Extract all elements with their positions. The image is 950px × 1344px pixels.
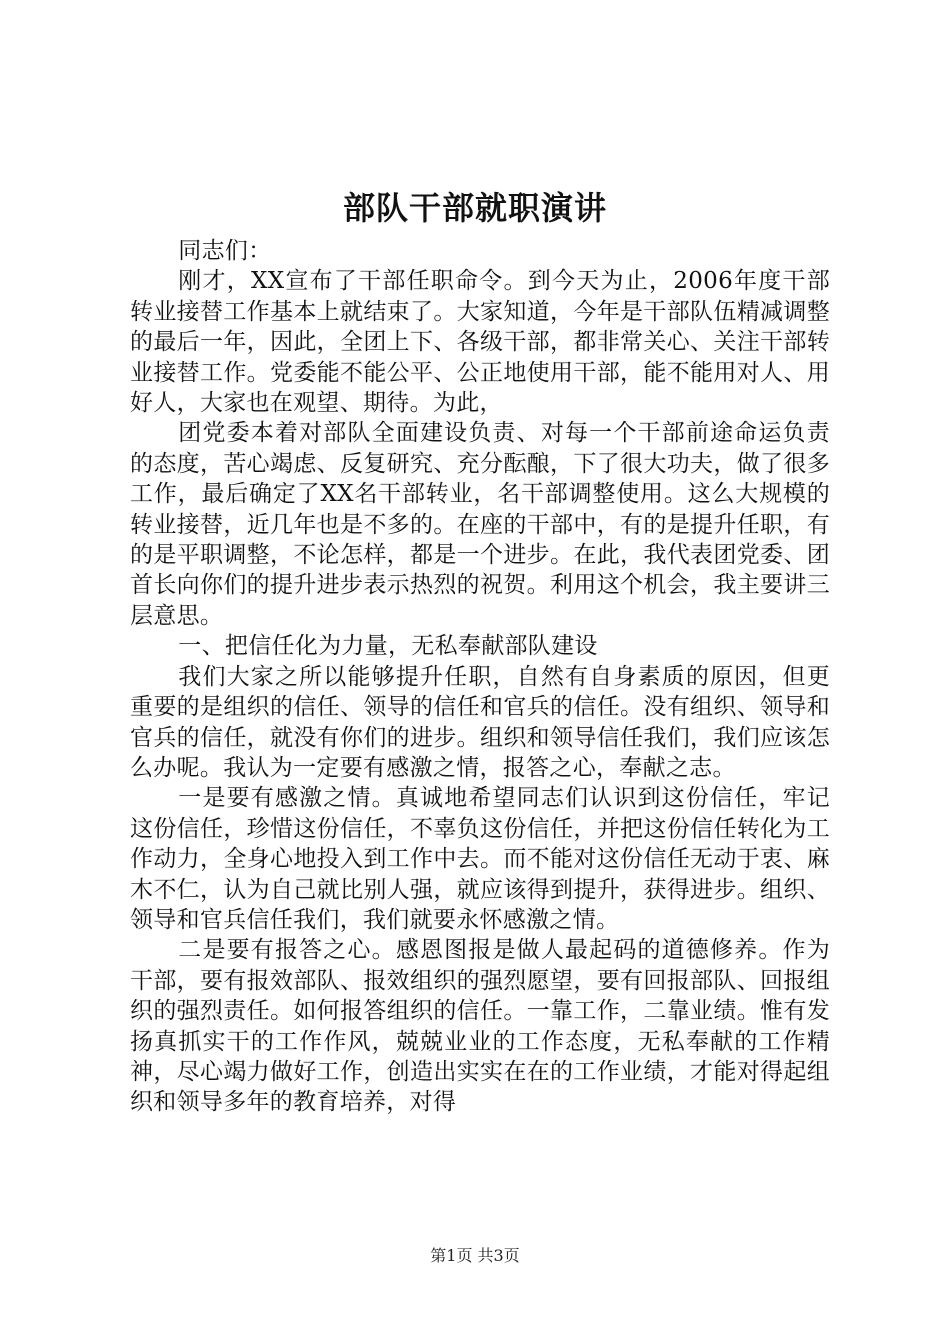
- body-paragraph: 我们大家之所以能够提升任职，自然有自身素质的原因，但更重要的是组织的信任、领导的信任和官兵的信任。没有组织、领导和官兵的信任，就没有你们的进步。组织和领导信任我们，我们应该怎么办呢。我认为一定要有感激之情，报答之心，奉献之志。: [130, 663, 830, 781]
- document-title: 部队干部就职演讲: [342, 189, 607, 227]
- document-body: [130, 236, 830, 1118]
- salutation-paragraph: 同志们：: [178, 238, 272, 264]
- page-number-footer: 第1页 共3页: [430, 1246, 520, 1265]
- body-paragraph: 刚才，XX宣布了干部任职命令。到今天为止，2006年度干部转业接替工作基本上就结束了。大家知道，今年是干部队伍精减调整的最后一年，因此，全团上下、各级干部，都非常关心、关注干部转业接替工作。党委能不能公平、公正地使用干部，能不能用对人、用好人，大家也在观望、期待。为此，: [130, 268, 830, 417]
- body-paragraph: 二是要有报答之心。感恩图报是做人最起码的道德修养。作为干部，要有报效部队、报效组织的强烈愿望，要有回报部队、回报组织的强烈责任。如何报答组织的信任。一靠工作，二靠业绩。惟有发扬真抓实干的工作作风，兢兢业业的工作态度，无私奉献的工作精神，尽心竭力做好工作，创造出实实在在的工作业绩，才能对得起组织和领导多年的教育培养，对得: [130, 937, 830, 1116]
- body-paragraph: 一是要有感激之情。真诚地希望同志们认识到这份信任，牢记这份信任，珍惜这份信任，不辜负这份信任，并把这份信任转化为工作动力，全身心地投入到工作中去。而不能对这份信任无动于衷、麻木不仁，认为自己就比别人强，就应该得到提升，获得进步。组织、领导和官兵信任我们，我们就要永怀感激之情。: [130, 785, 830, 933]
- body-paragraph: 团党委本着对部队全面建设负责、对每一个干部前途命运负责的态度，苦心竭虑、反复研究、充分酝酿，下了很大功夫，做了很多工作，最后确定了XX名干部转业，名干部调整使用。这么大规模的转业接替，近几年也是不多的。在座的干部中，有的是提升任职，有的是平职调整，不论怎样，都是一个进步。在此，我代表团党委、团首长向你们的提升进步表示热烈的祝贺。利用这个机会，我主要讲三层意思。: [130, 420, 830, 629]
- section-heading: 一、把信任化为力量，无私奉献部队建设: [178, 633, 598, 660]
